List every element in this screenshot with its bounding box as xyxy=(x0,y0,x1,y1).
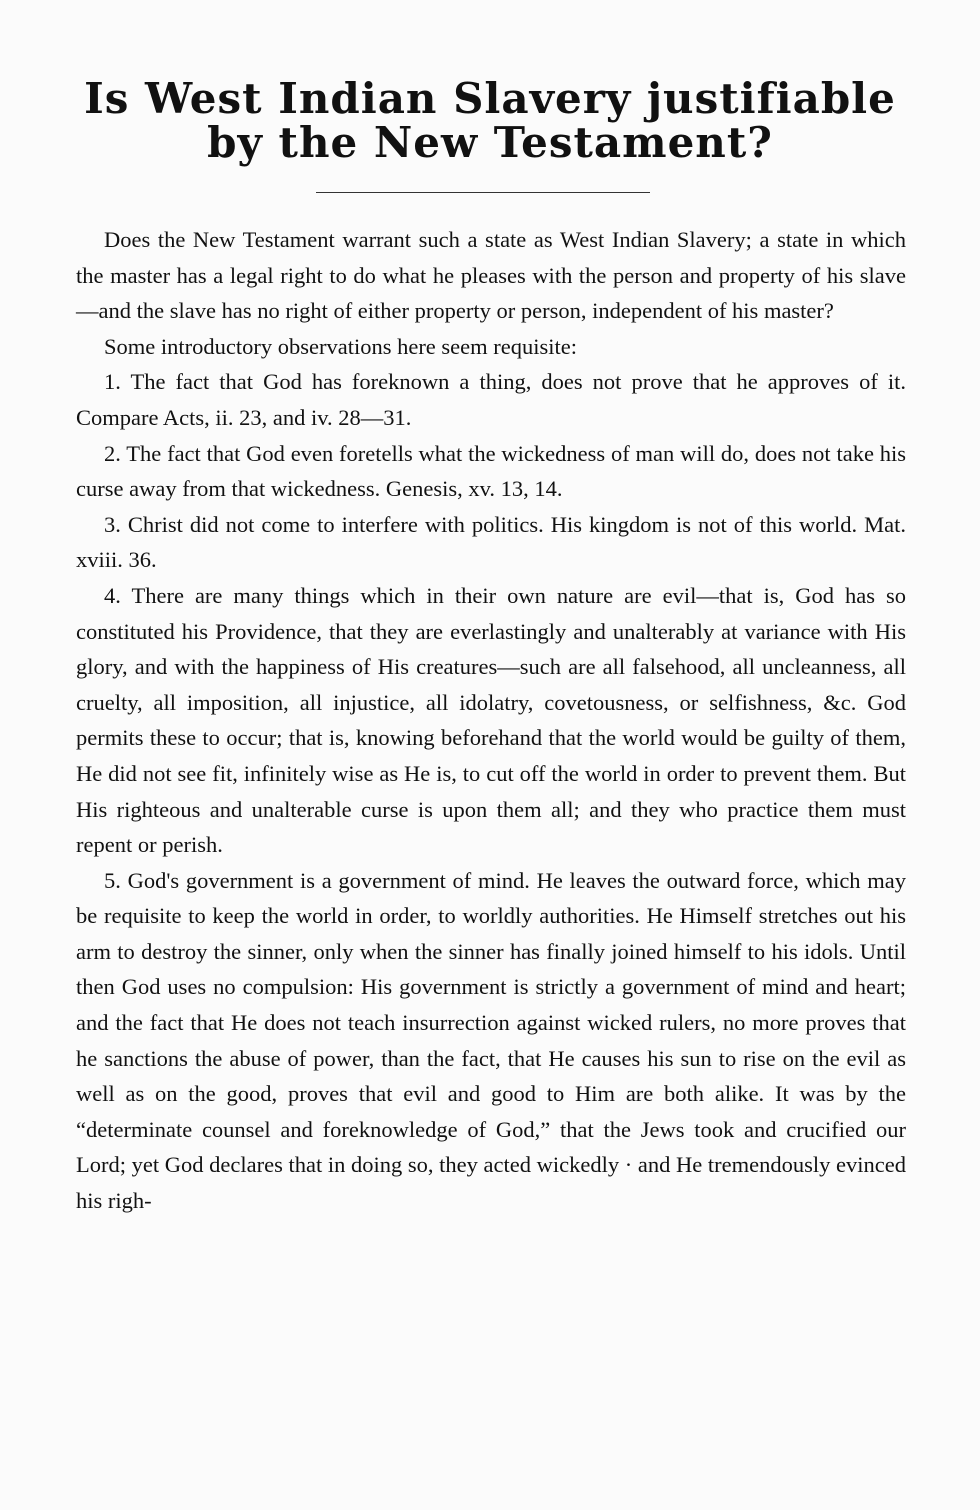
document-body xyxy=(76,222,906,1219)
intro-question-paragraph: Does the New Testament warrant such a state as West Indian Slavery; a state in which the master has a legal right to do what he pleases with the person and property of his slave—and the slave has no right of either property or person, independent of his master? xyxy=(76,227,906,324)
observation-5-paragraph: 5. God's government is a government of mind. He leaves the outward force, which may be requisite to keep the world in order, to worldly authorities. He Himself stretches out his arm to destroy the sinner, only when the sinner has finally joined himself to his idols. Until then God uses no compulsion: His government is strictly a government of mind and heart; and the fact that He does not teach insurrection against wicked rulers, no more proves that he sanctions the abuse of power, than the fact, that He causes his sun to rise on the evil as well as on the good, proves that evil and good to Him are both alike. It was by the “determinate counsel and foreknowledge of God,” that the Jews took and crucified our Lord; yet God declares that in doing so, they acted wickedly · and He tremendously evinced his righ- xyxy=(76,867,906,1214)
observation-1-paragraph: 1. The fact that God has foreknown a thing, does not prove that he approves of it. Compare Acts, ii. 23, and iv. 28—31. xyxy=(76,369,906,430)
observation-2-paragraph: 2. The fact that God even foretells what the wickedness of man will do, does not take his curse away from that wickedness. Genesis, xv. 13, 14. xyxy=(76,440,906,502)
observation-3-paragraph: 3. Christ did not come to interfere with politics. His kingdom is not of this world. Mat. xviii. 36. xyxy=(76,511,906,573)
title-divider xyxy=(316,192,650,193)
introductory-observations-paragraph: Some introductory observations here seem requisite: xyxy=(104,333,578,359)
observation-4-paragraph: 4. There are many things which in their own nature are evil—that is, God has so constituted his Providence, that they are everlastingly and unalterably at variance with His glory, and with the happiness of His creatures—such are all falsehood, all uncleanness, all cruelty, all imposition, all injustice, all idolatry, covetousness, or selfishness, &c. God permits these to occur; that is, knowing beforehand that the world would be guilty of them, He did not see fit, infinitely wise as He is, to cut off the world in order to prevent them. But His righteous and unalterable curse is upon them all; and they who practice them must repent or perish. xyxy=(76,582,906,858)
document-title-line-2: by the New Testament? xyxy=(207,118,773,167)
document-title-line-1: Is West Indian Slavery justifiable xyxy=(84,74,896,123)
